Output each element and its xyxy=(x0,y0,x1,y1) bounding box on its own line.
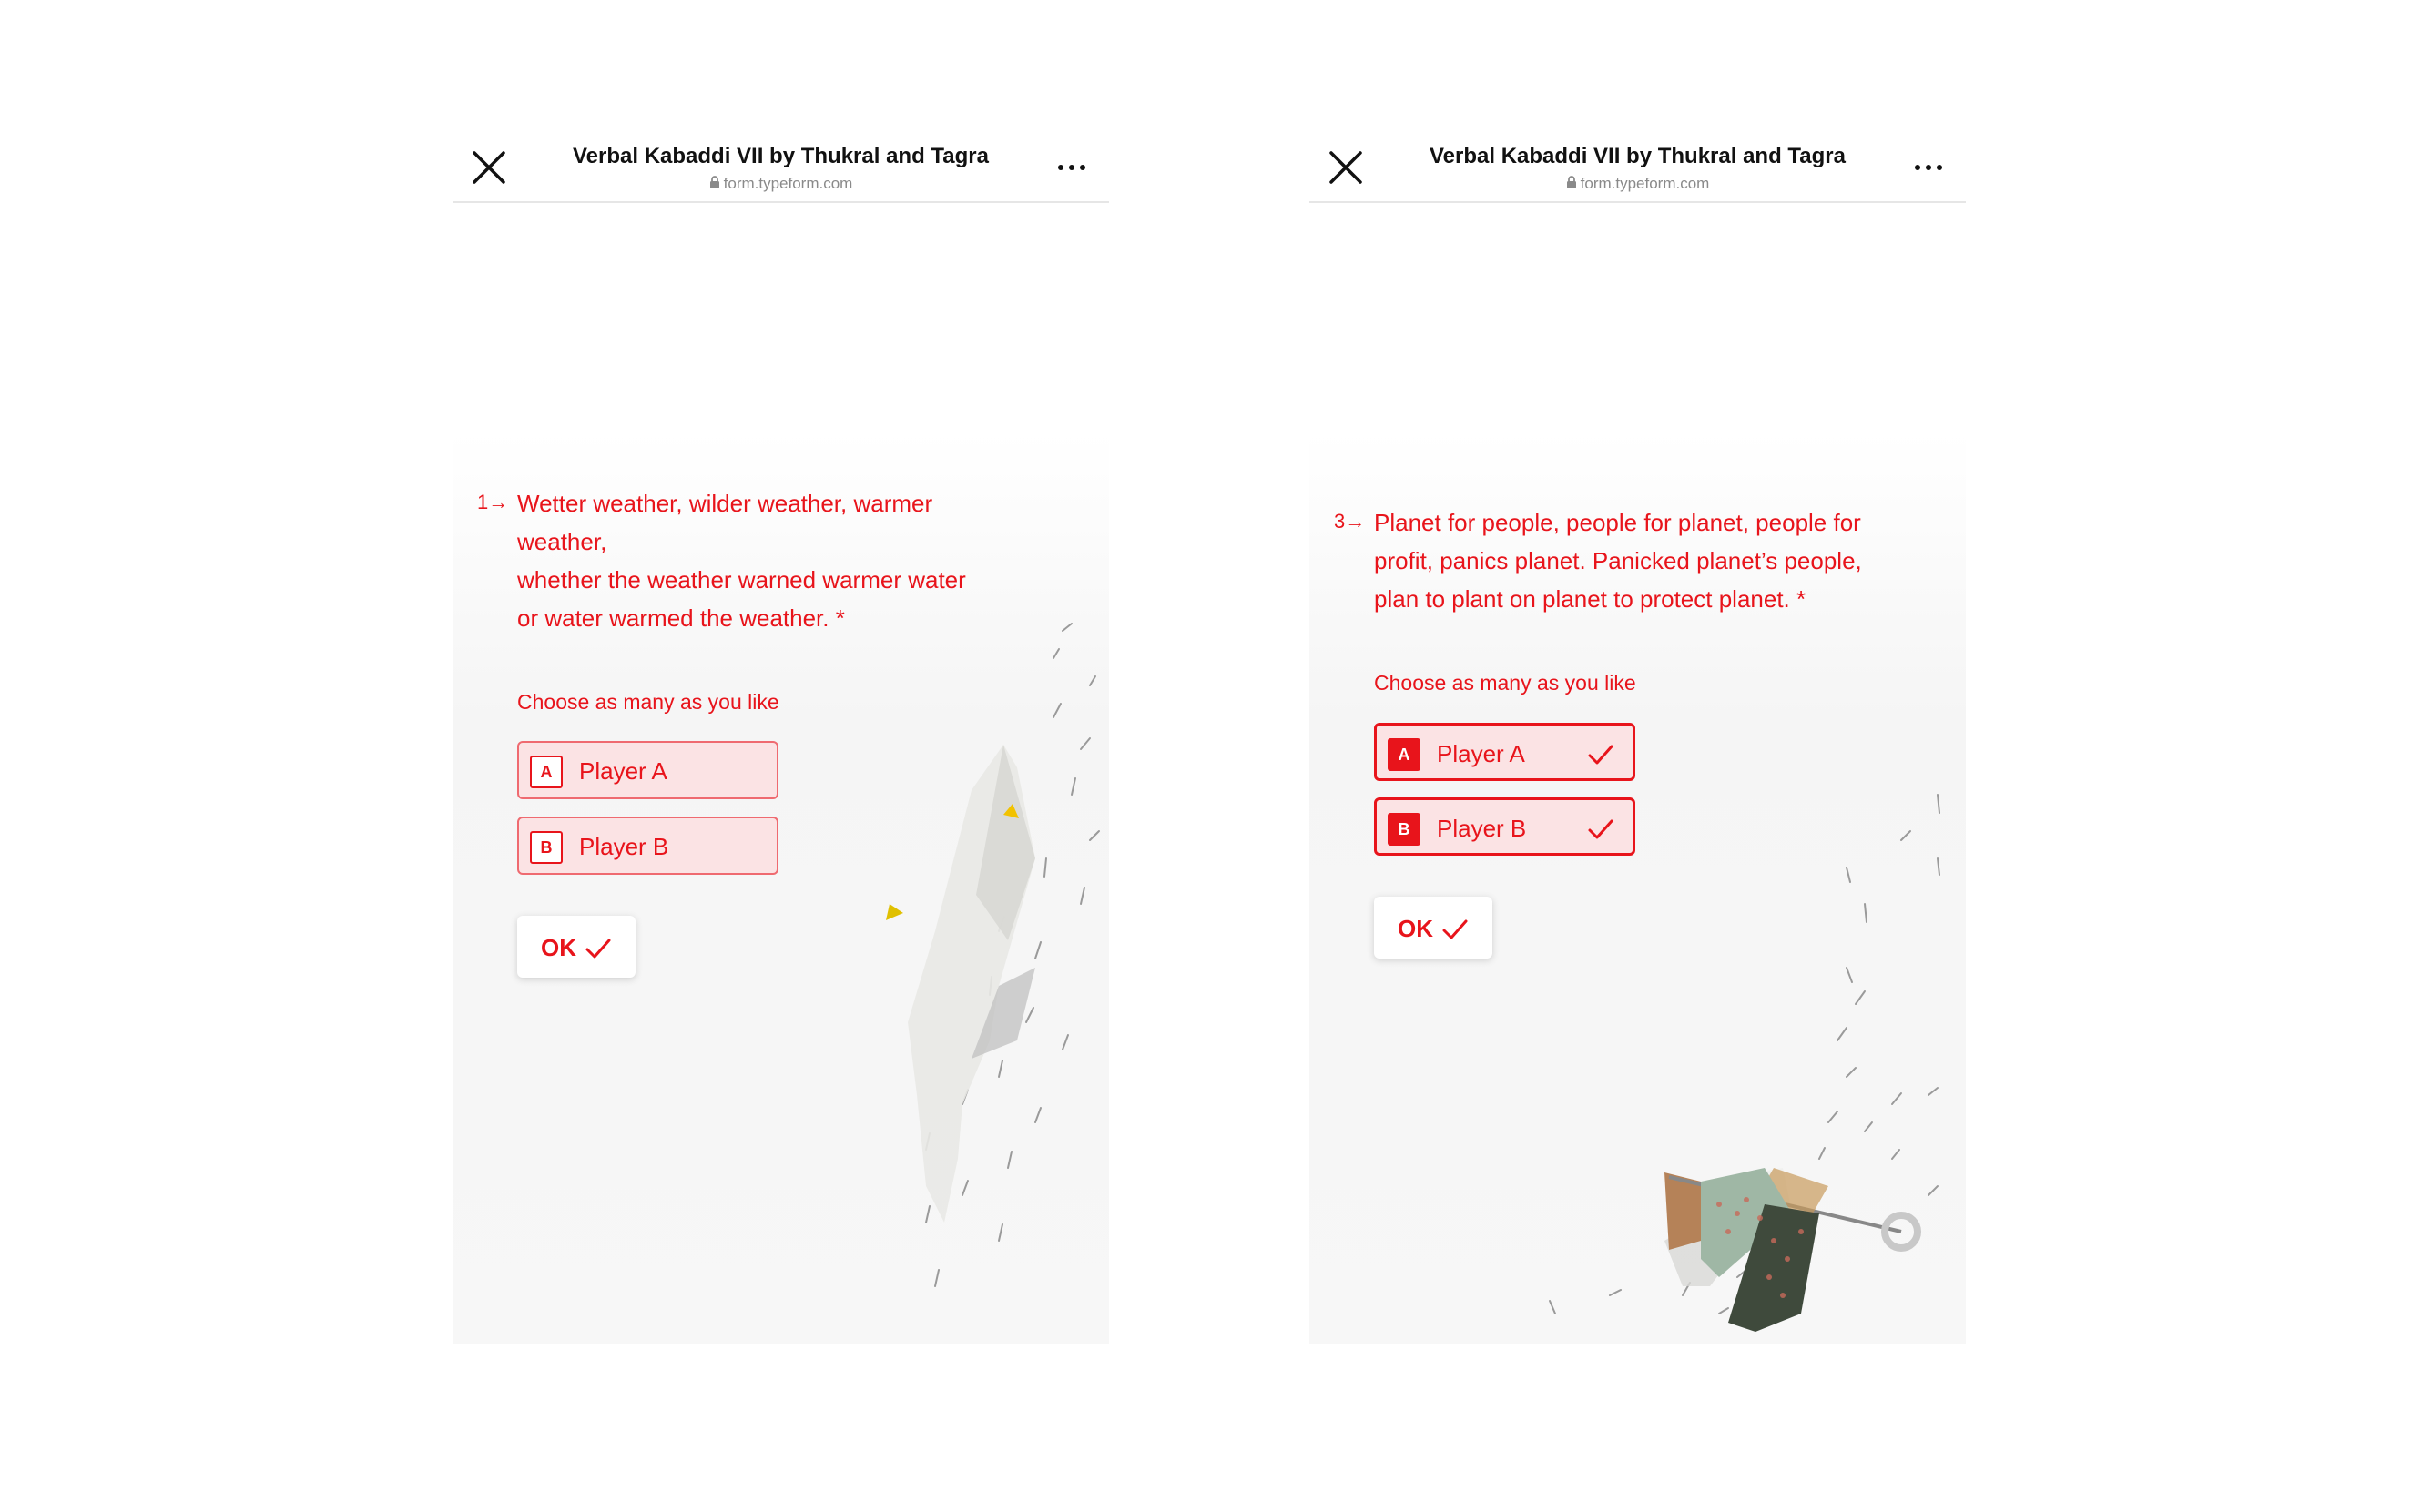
choice-player-a[interactable] xyxy=(1374,723,1635,781)
choice-hint: Choose as many as you like xyxy=(1374,671,1636,695)
form-screen-left xyxy=(453,135,1109,1344)
choice-hint: Choose as many as you like xyxy=(517,690,779,714)
question-number: 3→ xyxy=(1334,510,1366,533)
ok-button[interactable] xyxy=(517,916,636,978)
choice-key: B xyxy=(530,831,563,864)
choice-key: A xyxy=(530,756,563,788)
lock-icon xyxy=(1566,176,1577,189)
question-line: weather, xyxy=(517,528,607,555)
page-title: Verbal Kabaddi VII by Thukral and Tagra xyxy=(1429,144,1846,168)
question-text xyxy=(517,484,1009,637)
lock-icon xyxy=(709,176,720,189)
question-text xyxy=(1374,503,1920,618)
browser-toolbar xyxy=(453,135,1109,203)
choice-player-b[interactable] xyxy=(1374,797,1635,856)
choice-key: B xyxy=(1388,813,1420,846)
choice-label: Player B xyxy=(579,833,669,860)
choice-label: Player A xyxy=(579,757,667,785)
choice-player-a[interactable] xyxy=(517,741,778,799)
checkmark-icon xyxy=(1587,818,1614,840)
more-horizontal-icon[interactable] xyxy=(1913,157,1944,178)
choice-label: Player B xyxy=(1437,815,1527,842)
url-text: form.typeform.com xyxy=(723,175,853,192)
question-number: 1→ xyxy=(477,491,509,513)
choice-key: A xyxy=(1388,738,1420,771)
checkmark-icon xyxy=(585,938,612,959)
checkmark-icon xyxy=(1587,744,1614,766)
browser-toolbar xyxy=(1309,135,1966,203)
form-screen-right xyxy=(1309,135,1966,1344)
ok-label: OK xyxy=(541,934,576,961)
question-line: Wetter weather, wilder weather, warmer xyxy=(517,490,933,517)
checkmark-icon xyxy=(1441,918,1469,940)
choice-label: Player A xyxy=(1437,740,1525,767)
more-horizontal-icon[interactable] xyxy=(1056,157,1087,178)
question-line: or water warmed the weather. * xyxy=(517,604,845,632)
ok-button[interactable] xyxy=(1374,897,1492,959)
choice-player-b[interactable] xyxy=(517,817,778,875)
question-line: profit, panics planet. Panicked planet’s people, xyxy=(1374,547,1862,574)
url-text: form.typeform.com xyxy=(1580,175,1710,192)
question-line: Planet for people, people for planet, people for xyxy=(1374,509,1861,536)
question-line: plan to plant on planet to protect planet. * xyxy=(1374,585,1806,613)
ok-label: OK xyxy=(1398,915,1433,942)
question-line: whether the weather warned warmer water xyxy=(517,566,966,594)
url-label xyxy=(453,175,1109,193)
page-title: Verbal Kabaddi VII by Thukral and Tagra xyxy=(572,144,989,168)
url-label xyxy=(1309,175,1966,193)
